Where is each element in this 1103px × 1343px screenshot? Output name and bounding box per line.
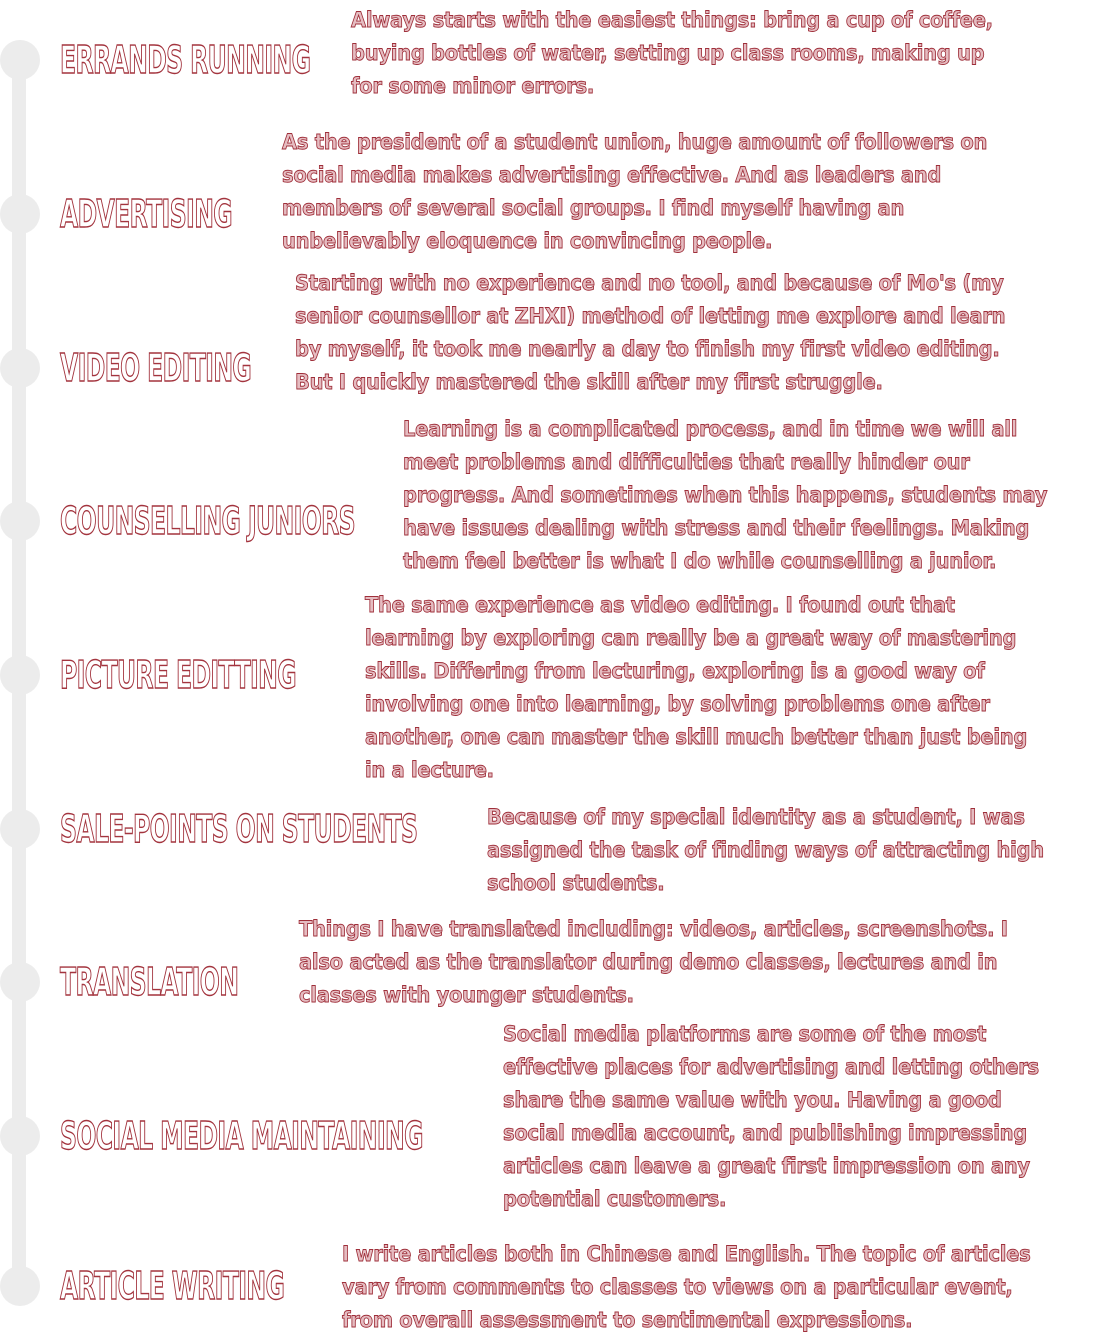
skill-title-sale-points-on-students: SALE-POINTS ON STUDENTS [60,807,418,851]
skill-title-advertising: ADVERTISING [60,192,233,236]
description-line: Starting with no experience and no tool, and because of Mo's (my [295,271,1004,295]
skill-title-article-writing: ARTICLE WRITING [60,1264,285,1308]
skill-title-errands-running: ERRANDS RUNNING [60,38,311,82]
skill-description-picture-editting [365,589,1027,787]
description-line: for some minor errors. [351,74,595,98]
timeline-dot [0,40,40,80]
skill-title-video-editing: VIDEO EDITING [60,346,252,390]
description-line: members of several social groups. I find myself having an [282,196,905,220]
skill-title-picture-editting: PICTURE EDITTING [60,653,296,697]
timeline-dot [0,501,40,541]
description-line: learning by exploring can really be a great way of mastering [365,626,1017,650]
description-line: by myself, it took me nearly a day to finish my first video editing. [295,337,1000,361]
description-line: Things I have translated including: videos, articles, screenshots. I [299,917,1008,941]
skill-description-sale-points-on-students [487,801,1044,900]
description-line: buying bottles of water, setting up class rooms, making up [351,41,985,65]
description-line: meet problems and difficulties that really hinder our [403,450,970,474]
skill-title-translation: TRANSLATION [60,960,239,1004]
description-line: As the president of a student union, huge amount of followers on [282,130,988,154]
timeline-dot [0,194,40,234]
timeline-dot [0,962,40,1002]
description-line: progress. And sometimes when this happens, students may [403,483,1048,507]
timeline-dot [0,1266,40,1306]
description-line: Learning is a complicated process, and in time we will all [403,417,1018,441]
skill-description-translation [299,913,1008,1012]
description-line: Always starts with the easiest things: bring a cup of coffee, [351,8,993,32]
skill-description-video-editing [295,267,1005,399]
description-line: have issues dealing with stress and their feelings. Making [403,516,1030,540]
description-line: The same experience as video editing. I found out that [365,593,955,617]
skill-description-social-media-maintaining [503,1018,1039,1216]
description-line: I write articles both in Chinese and English. The topic of articles [342,1242,1031,1266]
description-line: social media account, and publishing impressing [503,1121,1027,1145]
skill-description-advertising [282,126,987,258]
description-line: unbelievably eloquence in convincing people. [282,229,773,253]
skill-title-social-media-maintaining: SOCIAL MEDIA MAINTAINING [60,1114,423,1158]
description-line: them feel better is what I do while counselling a junior. [403,549,997,573]
description-line: senior counsellor at ZHXI) method of letting me explore and learn [295,304,1006,328]
description-line: potential customers. [503,1187,727,1211]
description-line: share the same value with you. Having a good [503,1088,1002,1112]
description-line: skills. Differing from lecturing, exploring is a good way of [365,659,985,683]
description-line: another, one can master the skill much better than just being [365,725,1028,749]
timeline-dot [0,655,40,695]
timeline-dot [0,1116,40,1156]
description-line: involving one into learning, by solving problems one after [365,692,990,716]
description-line: Social media platforms are some of the most [503,1022,987,1046]
skill-description-counselling-juniors [403,413,1047,578]
skill-description-errands-running [351,4,993,103]
description-line: But I quickly mastered the skill after my first struggle. [295,370,883,394]
description-line: school students. [487,871,665,895]
description-line: effective places for advertising and letting others [503,1055,1039,1079]
description-line: Because of my special identity as a student, I was [487,805,1025,829]
description-line: in a lecture. [365,758,494,782]
description-line: also acted as the translator during demo classes, lectures and in [299,950,998,974]
description-line: classes with younger students. [299,983,634,1007]
description-line: assigned the task of finding ways of attracting high [487,838,1044,862]
timeline-dot [0,348,40,388]
skill-title-counselling-juniors: COUNSELLING JUNIORS [60,499,356,543]
timeline-dot [0,809,40,849]
description-line: from overall assessment to sentimental expressions. [342,1308,913,1332]
skill-description-article-writing [342,1238,1030,1337]
description-line: articles can leave a great first impression on any [503,1154,1030,1178]
description-line: social media makes advertising effective. And as leaders and [282,163,942,187]
description-line: vary from comments to classes to views on a particular event, [342,1275,1013,1299]
